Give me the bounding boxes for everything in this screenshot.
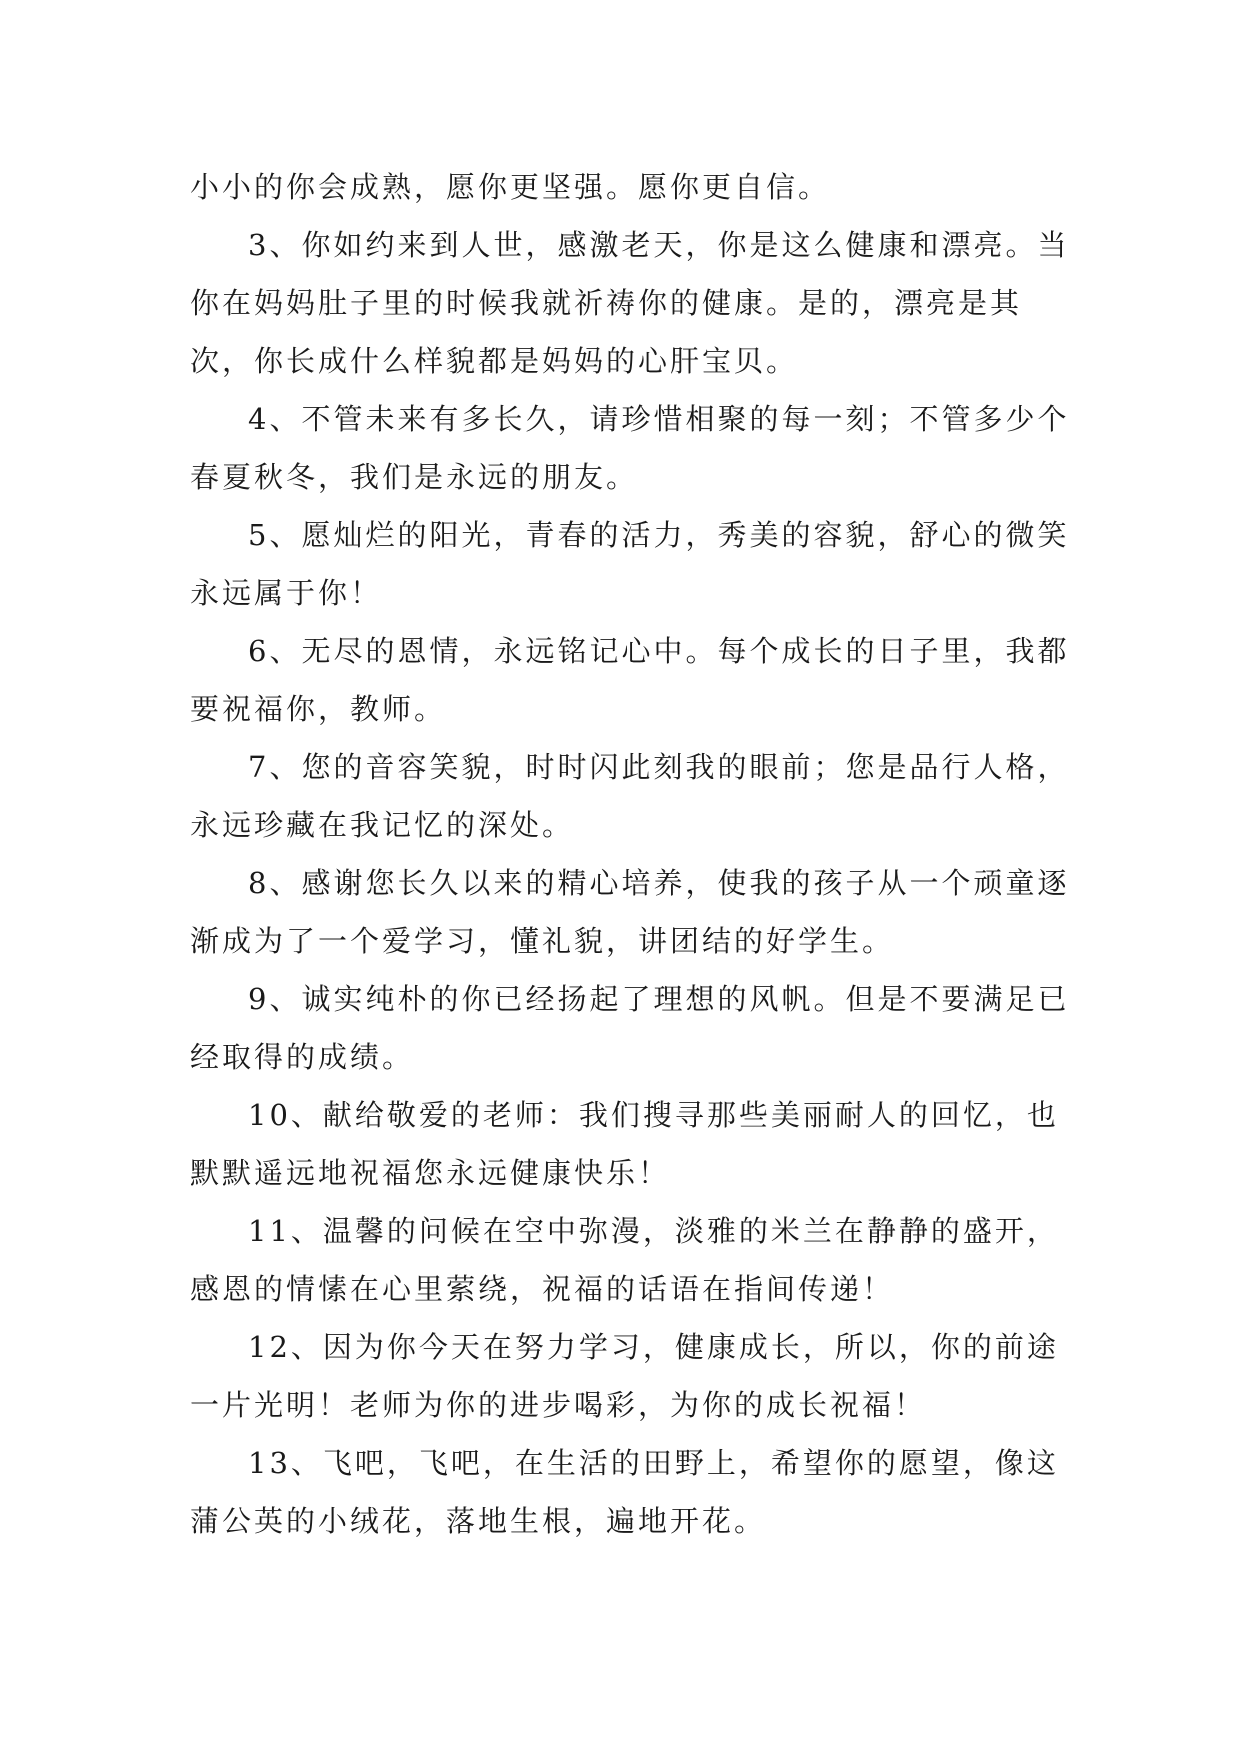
paragraph-item-8: 8、感谢您长久以来的精心培养，使我的孩子从一个顽童逐渐成为了一个爱学习，懂礼貌，讲团结的好学生。	[190, 866, 1070, 958]
paragraph-continuation: 小小的你会成熟，愿你更坚强。愿你更自信。	[190, 170, 831, 204]
paragraph-item-12: 12、因为你今天在努力学习，健康成长，所以，你的前途一片光明！老师为你的进步喝彩，为你的成长祝福！	[190, 1330, 1059, 1422]
paragraph-item-13: 13、飞吧，飞吧，在生活的田野上，希望你的愿望，像这蒲公英的小绒花，落地生根，遍地开花。	[190, 1446, 1059, 1538]
paragraph-item-11: 11、温馨的问候在空中弥漫，淡雅的米兰在静静的盛开，感恩的情愫在心里萦绕，祝福的话语在指间传递！	[190, 1214, 1059, 1306]
paragraph-item-5: 5、愿灿烂的阳光，青春的活力，秀美的容貌，舒心的微笑永远属于你！	[190, 518, 1070, 610]
paragraph-item-6: 6、无尽的恩情，永远铭记心中。每个成长的日子里，我都要祝福你，教师。	[190, 634, 1070, 726]
paragraph-item-7: 7、您的音容笑貌，时时闪此刻我的眼前；您是品行人格，永远珍藏在我记忆的深处。	[190, 750, 1070, 842]
paragraph-item-4: 4、不管未来有多长久，请珍惜相聚的每一刻；不管多少个春夏秋冬，我们是永远的朋友。	[190, 402, 1070, 494]
paragraph-item-9: 9、诚实纯朴的你已经扬起了理想的风帆。但是不要满足已经取得的成绩。	[190, 982, 1070, 1074]
paragraph-item-10: 10、献给敬爱的老师：我们搜寻那些美丽耐人的回忆，也默默遥远地祝福您永远健康快乐！	[190, 1098, 1059, 1190]
paragraph-item-3: 3、你如约来到人世，感激老天，你是这么健康和漂亮。当你在妈妈肚子里的时候我就祈祷你的健康。是的，漂亮是其次，你长成什么样貌都是妈妈的心肝宝贝。	[190, 228, 1070, 378]
document-body	[190, 158, 1070, 1550]
